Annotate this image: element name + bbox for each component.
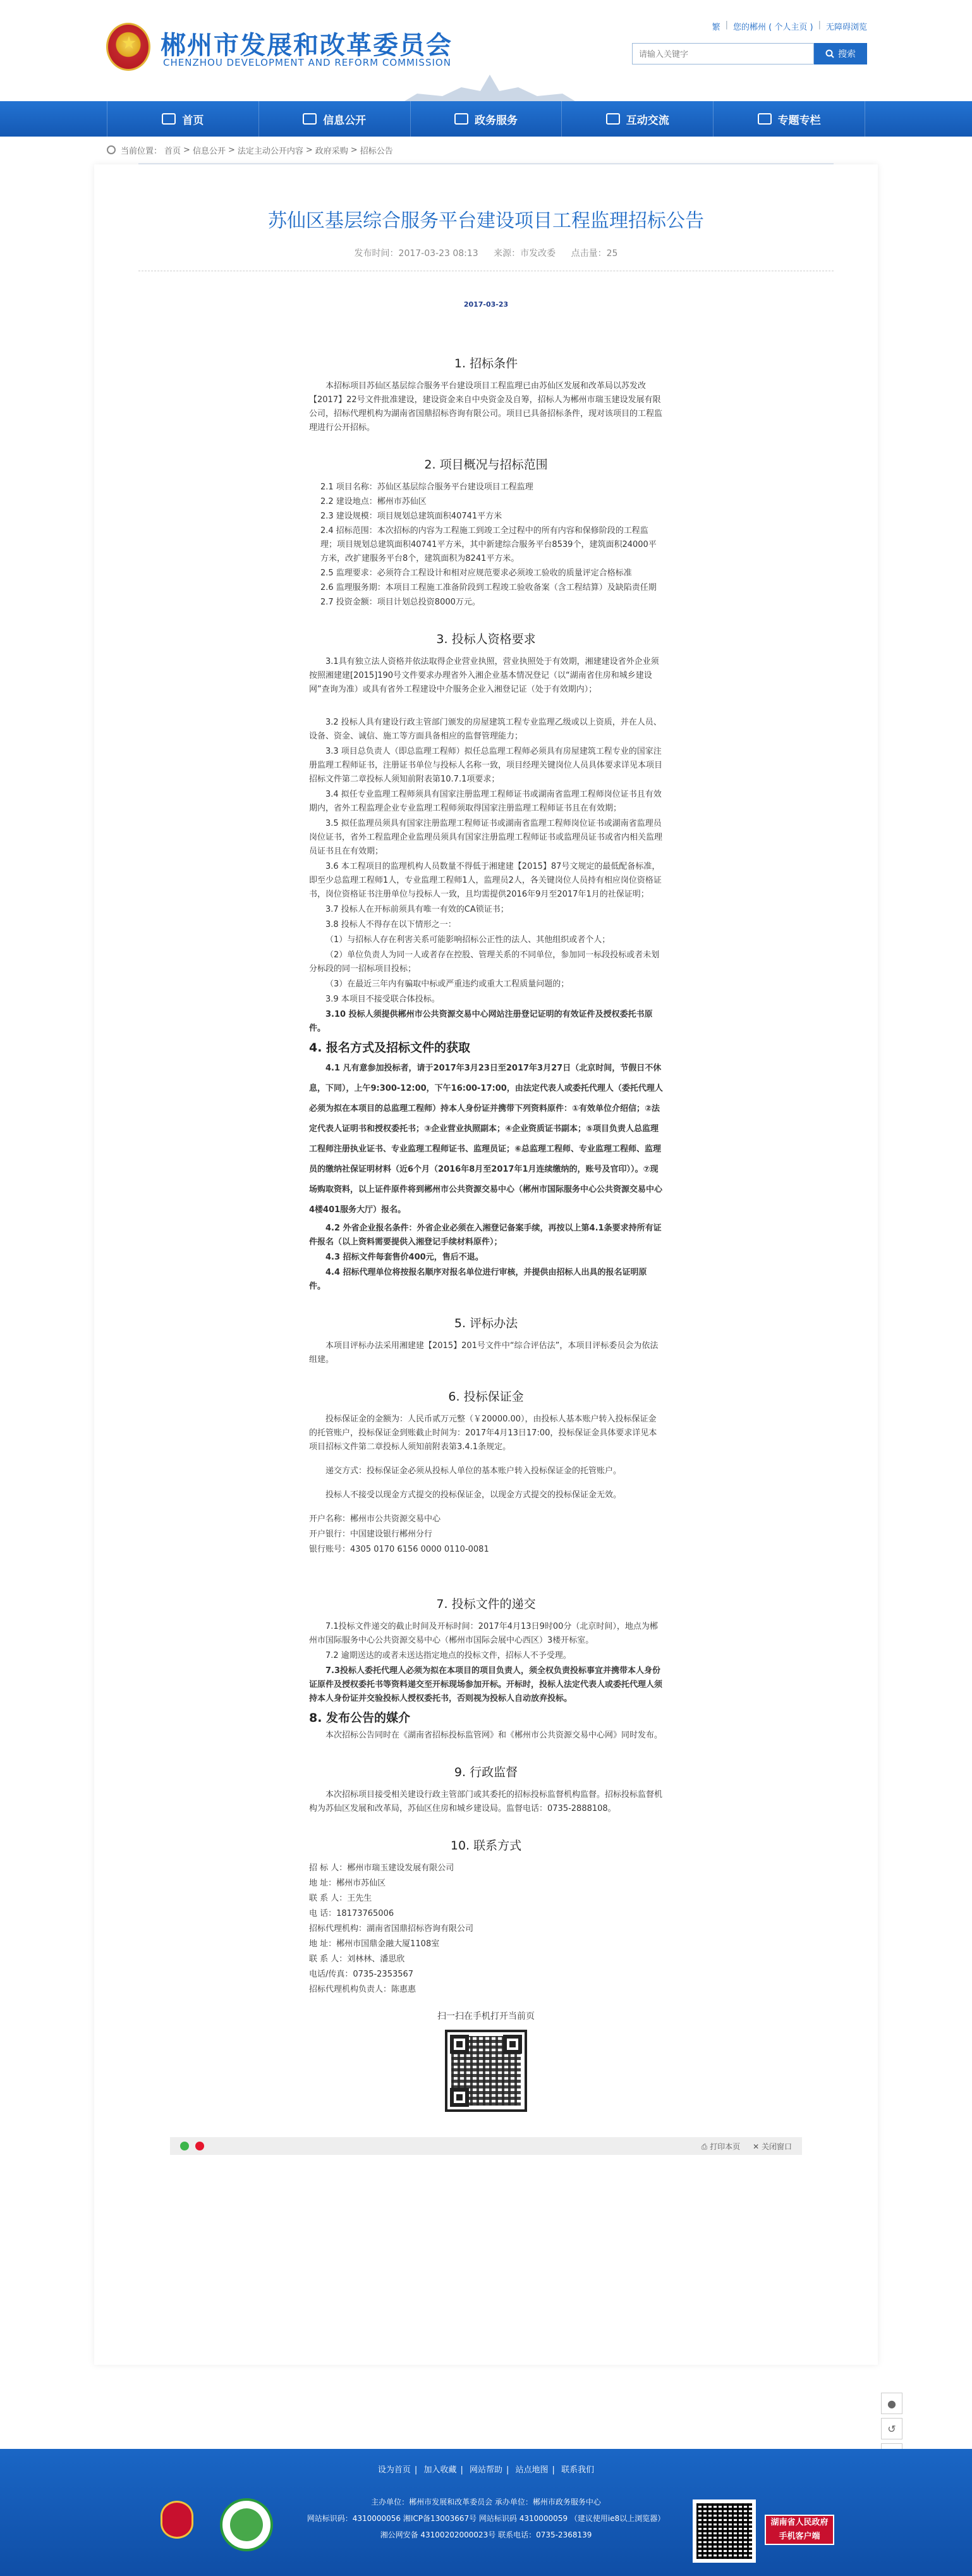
share-icon[interactable]: ↺ (881, 2418, 902, 2439)
close-window-button[interactable]: ✕ 关闭窗口 (753, 2142, 792, 2151)
qr-label: 扫一扫在手机打开当前页 (437, 2011, 535, 2021)
breadcrumb-item[interactable]: 首页 (164, 146, 181, 156)
publish-time: 发布时间：2017-03-23 08:13 (354, 248, 478, 259)
footer-line: 网站标识码：4310000056 湘ICP备13003667号 网站标识码 4310000059 （建议使用ie8以上浏览器） (307, 2514, 665, 2523)
view-count: 点击量：25 (571, 248, 618, 259)
list-item: 4.4 招标代理单位将按报名顺序对报名单位进行审核，并提供由招标人出具的报名证明原件。 (309, 1268, 647, 1291)
section-heading: 7. 投标文件的递交 (436, 1597, 536, 1611)
page-qr-code (445, 2030, 527, 2112)
section-heading: 9. 行政监督 (454, 1765, 518, 1779)
breadcrumb-item[interactable]: 招标公告 (360, 146, 393, 156)
gov-badge-line: 湖南省人民政府 (770, 2518, 829, 2527)
location-icon (107, 145, 116, 154)
account-line: 开户银行：中国建设银行郴州分行 (309, 1530, 433, 1539)
site-subtitle: CHENZHOU DEVELOPMENT AND REFORM COMMISSION (163, 57, 451, 68)
contact-line: 地 址：郴州市国鼎金融大厦1108室 (309, 1939, 440, 1949)
contact-line: 联 系 人：王先生 (309, 1894, 372, 1903)
article-meta (138, 247, 834, 259)
list-item: 2.7 投资金额：项目计划总投资8000万元。 (320, 598, 480, 607)
party-badge-icon[interactable] (161, 2501, 193, 2539)
gov-error-correction-badge-icon[interactable] (220, 2498, 273, 2551)
contact-line: 招标代理机构：湖南省国鼎招标咨询有限公司 (309, 1924, 474, 1934)
section-heading: 5. 评标办法 (454, 1316, 518, 1330)
breadcrumb-item[interactable]: 法定主动公开内容 (237, 146, 303, 156)
search-bar (632, 43, 867, 64)
wechat-share-icon[interactable] (180, 2142, 189, 2150)
pagoda-decoration-icon (404, 68, 575, 101)
search-input[interactable] (632, 43, 814, 64)
service-icon (454, 113, 468, 125)
footer-qr-code (693, 2499, 756, 2563)
list-item: 3.6 本工程项目的监理机构人员数量不得低于湘建建【2015】87号文规定的最低配备标准，即至少总监理工程师1人，专业监理工程师1人，监理员2人，各关键岗位人员持有相应岗位资格证书，岗位资格证书注册单位与投标人一致，且均需提供2016年9月至2017年1月的社保证明； (309, 862, 662, 899)
print-label: 打印本页 (710, 2142, 741, 2151)
section-text: 本次招标项目接受相关建设行政主管部门或其委托的招标投标监督机构监督。招标投标监督机构为苏仙区发展和改革局，苏仙区住房和城乡建设局。监督电话：0735-2888108。 (309, 1790, 663, 1813)
site-footer (0, 2449, 972, 2576)
search-button[interactable] (814, 43, 867, 64)
footer-line: 湘公网安备 43100202000023号 联系电话：0735-2368139 (380, 2530, 592, 2539)
section-heading: 3. 投标人资格要求 (436, 632, 536, 646)
list-item: 3.8 投标人不得存在以下情形之一： (325, 920, 456, 929)
qr-section (309, 2009, 663, 2112)
list-item: （1）与招标人存在利害关系可能影响招标公正性的法人、其他组织或者个人； (325, 935, 611, 945)
contact-line: 电 话：18173765006 (309, 1909, 394, 1918)
main-nav (0, 101, 972, 137)
section-heading: 2. 项目概况与招标范围 (424, 458, 548, 472)
nav-item-label: 政务服务 (474, 114, 518, 127)
list-item: 4.3 招标文件每套售价400元，售后不退。 (325, 1253, 483, 1262)
list-item: 递交方式：投标保证金必须从投标人单位的基本账户转入投标保证金的托管账户。 (325, 1466, 622, 1476)
personal-homepage-link[interactable]: 您的郴州 ( 个人主页 ) (733, 23, 813, 32)
chat-icon (606, 113, 620, 125)
contact-line: 招 标 人：郴州市瑞玉建设发展有限公司 (309, 1863, 454, 1873)
print-button[interactable]: ⎙ 打印本页 (701, 2142, 741, 2151)
nav-item-home[interactable] (107, 101, 259, 137)
section-heading: 4. 报名方式及招标文件的获取 (309, 1041, 471, 1055)
list-item: 3.7 投标人在开标前须具有唯一有效的CA锁证书； (325, 905, 509, 914)
nav-item-label: 首页 (182, 114, 204, 127)
list-item: 2.5 监理要求：必须符合工程设计和相对应规范要求必须竣工验收的质量评定合格标准 (320, 568, 632, 578)
contact-line: 地 址：郴州市苏仙区 (309, 1879, 386, 1888)
section-text: 本项目评标办法采用湘建建【2015】201号文件中“综合评估法”，本项目评标委员会为依法组建。 (309, 1341, 659, 1365)
nav-item-service[interactable] (411, 101, 562, 137)
list-item: 投标人不接受以现金方式提交的投标保证金，以现金方式提交的投标保证金无效。 (325, 1490, 622, 1500)
footer-link[interactable]: 加入收藏 (423, 2465, 457, 2475)
footer-links: 设为首页 | 加入收藏 | 网站帮助 | 站点地图 | 联系我们 (377, 2465, 595, 2475)
accessibility-link[interactable]: 无障碍浏览 (825, 23, 867, 32)
list-item: 7.3投标人委托代理人必须为拟在本项目的项目负责人，须全权负责投标事宜并携带本人身份证原件及授权委托书等资料递交至开标现场参加开标。开标时，投标人法定代表人或委托代理人须持本人身份证并交验投标人授权委托书，否则视为投标人自动放弃投标。 (309, 1666, 663, 1703)
nav-item-label: 互动交流 (626, 114, 669, 127)
list-item: 7.2 逾期送达的或者未送达指定地点的投标文件，招标人不予受理。 (325, 1651, 571, 1660)
site-title[interactable]: 郴州市发展和改革委员会 (161, 31, 453, 60)
footer-link[interactable]: 站点地图 (515, 2465, 549, 2475)
list-item: 7.1投标文件递交的截止时间及开标时间：2017年4月13日9时00分（北京时间），地点为郴州市国际服务中心公共资源交易中心（郴州市国际会展中心西区）3楼开标室。 (309, 1622, 658, 1645)
site-header (0, 0, 972, 101)
contact-line: 联 系 人：刘林林、潘思欣 (309, 1954, 405, 1964)
list-item: 2.1 项目名称：苏仙区基层综合服务平台建设项目工程监理 (320, 482, 533, 492)
list-item: 3.2 投标人具有建设行政主管部门颁发的房屋建筑工程专业监理乙级或以上资质，并在人员、设备、资金、诚信、施工等方面具备相应的监督管理能力； (309, 718, 662, 741)
footer-line: 主办单位：郴州市发展和改革委员会 承办单位：郴州市政务服务中心 (371, 2498, 601, 2506)
home-icon (162, 113, 176, 125)
top-links: 繁 | 您的郴州 ( 个人主页 ) | 无障碍浏览 (712, 20, 867, 32)
nav-item-label: 专题专栏 (777, 114, 821, 127)
list-item: 3.3 项目总负责人（即总监理工程师）拟任总监理工程师必须具有房屋建筑工程专业的国家注册监理工程师证书，注册证书单位与投标人名称一致，项目经理关键岗位人员具体要求详见本项目招标文件第二章投标人须知前附表第10.7.1项要求； (309, 747, 663, 784)
nav-item-label: 信息公开 (323, 114, 367, 127)
wechat-icon[interactable]: ● (881, 2393, 902, 2414)
breadcrumb-prefix: 当前位置： (121, 146, 162, 156)
document-date: 2017-03-23 (463, 300, 509, 309)
search-icon (825, 49, 834, 58)
search-button-label: 搜索 (838, 49, 856, 59)
list-item: 3.5 拟任监理员须具有国家注册监理工程师证书或湖南省监理工程师岗位证书或湖南省监理员岗位证书，省外工程监理企业监理员须具有国家注册监理工程师证书或监理员证书或省内相关监理员证书且在有效期； (309, 819, 663, 856)
list-item: 3.9 本项目不接受联合体投标。 (325, 995, 440, 1004)
list-item: 2.3 建设规模：项目规划总建筑面积40741平方米 (320, 512, 502, 521)
section-text: 本招标项目苏仙区基层综合服务平台建设项目工程监理已由苏仙区发展和改革局以苏发改【2017】22号文件批准建设，建设资金来自中央资金及自筹，招标人为郴州市瑞玉建设发展有限公司，招标代理机构为湖南省国鼎招标咨询有限公司。项目已具备招标条件，现对该项目的工程监理进行公开招标。 (309, 381, 663, 432)
share-bar (170, 2137, 802, 2155)
article-title: 苏仙区基层综合服务平台建设项目工程监理招标公告 (268, 210, 704, 232)
topic-icon (758, 113, 772, 125)
national-emblem-icon (106, 23, 150, 71)
section-heading: 1. 招标条件 (454, 357, 518, 371)
list-item: 2.4 招标范围：本次招标的内容为工程施工到竣工全过程中的所有内容和保修阶段的工程监理；项目规划总建筑面积40741平方米，其中新建综合服务平台8539个，建筑面积24000平方米，改扩建服务平台8个，建筑面积为8241平方米。 (320, 526, 657, 563)
list-item: 3.10 投标人须提供郴州市公共资源交易中心网站注册登记证明的有效证件及授权委托书原件。 (309, 1010, 653, 1033)
breadcrumb-item[interactable]: 信息公开 (192, 146, 226, 156)
breadcrumb-item[interactable]: 政府采购 (315, 146, 348, 156)
traditional-chinese-link[interactable]: 繁 (712, 23, 720, 32)
section-heading: 6. 投标保证金 (448, 1390, 524, 1404)
section-heading: 10. 联系方式 (450, 1839, 522, 1853)
footer-link[interactable]: 设为首页 (377, 2465, 411, 2475)
contact-line: 电话/传真：0735-2353567 (309, 1970, 414, 1979)
article-source: 来源：市发改委 (494, 248, 556, 259)
list-item: 3.1具有独立法人资格并依法取得企业营业执照，营业执照处于有效期，湘建建设省外企业须按照湘建建[2015]190号文件要求办理省外入湘企业基本情况登记（以“湖南省住房和城乡建设网”查询为准）或具有省外工程建设中介服务企业入湘登记证（处于有效期内）； (309, 657, 659, 694)
list-item: 2.2 建设地点：郴州市苏仙区 (320, 497, 427, 506)
contact-line: 招标代理机构负责人：陈惠惠 (309, 1985, 416, 1994)
list-item: 4.2 外省企业报名条件：外省企业必须在入湘登记备案手续，再按以上第4.1条要求持所有证件报名（以上资料需要提供入湘登记手续材料原件）； (309, 1224, 662, 1247)
account-line: 银行账号：4305 0170 6156 0000 0110-0081 (309, 1545, 489, 1554)
footer-link[interactable]: 联系我们 (561, 2465, 595, 2475)
hunan-gov-app-badge[interactable] (765, 2515, 834, 2545)
nav-item-interaction[interactable] (562, 101, 714, 137)
list-item: 2.6 监理服务期：本项目工程施工准备阶段到工程竣工验收备案（含工程结算）及缺陷责任期 (320, 583, 657, 592)
nav-item-topics[interactable] (714, 101, 865, 137)
footer-link[interactable]: 网站帮助 (469, 2465, 502, 2475)
weibo-share-icon[interactable] (195, 2142, 204, 2150)
gov-badge-line: 手机客户端 (779, 2532, 820, 2541)
close-label: 关闭窗口 (761, 2142, 792, 2151)
info-icon (303, 113, 317, 125)
list-item: （3）在最近三年内有骗取中标或严重违约或重大工程质量问题的； (325, 979, 569, 989)
breadcrumb: 当前位置： 首页 > 信息公开 > 法定主动公开内容 > 政府采购 > 招标公告 (107, 137, 865, 163)
section-text: 本次招标公告同时在《湖南省招标投标监管网》和《郴州市公共资源交易中心网》同时发布。 (325, 1731, 663, 1740)
section-heading: 8. 发布公告的媒介 (309, 1711, 411, 1725)
list-item: 4.1 凡有意参加投标者，请于2017年3月23日至2017年3月27日（北京时间，节假日不休息，下同），上午9:300-12:00，下午16:00-17:00，由法定代表人或委托代理人（委托代理人必须为拟在本项目的总监理工程师）持本人身份证并携带下列资料原件：①有效单位介绍信；②法定代表人证明书和授权委托书；③企业营业执照副本；④企业资质证书副本；⑤项目负责人总监理工程师注册执业证书、专业监理工程师证书、监理员证；⑥总监理工程师、专业监理工程师、监理员的缴纳社保证明材料（近6个月（2016年8月至2017年1月连续缴纳的，账号及官印））。⑦现场购取资料，以上证件原件将到郴州市公共资源交易中心（郴州市国际服务中心公共资源交易中心4楼401服务大厅）报名。 (309, 1064, 663, 1215)
account-line: 开户名称：郴州市公共资源交易中心 (309, 1514, 441, 1524)
list-item: （2）单位负责人为同一人或者存在控股、管理关系的不同单位，参加同一标段投标或者未划分标段的同一招标项目投标； (309, 950, 660, 974)
list-item: 3.4 拟任专业监理工程师须具有国家注册监理工程师证书或湖南省监理工程师岗位证书且有效期内，省外工程监理企业专业监理工程师须取得国家注册监理工程师证书且在有效期； (309, 790, 662, 813)
article-container (138, 163, 834, 2155)
list-item: 投标保证金的金额为：人民币贰万元整（￥20000.00），由投标人基本账户转入投标保证金的托管账户，投标保证金到账截止时间为：2017年4月13日17:00，投标保证金具体要求详见本项目招标文件第二章投标人须知前附表第3.4.1条规定。 (309, 1414, 657, 1452)
nav-item-info[interactable] (259, 101, 411, 137)
article-body (309, 309, 663, 2112)
